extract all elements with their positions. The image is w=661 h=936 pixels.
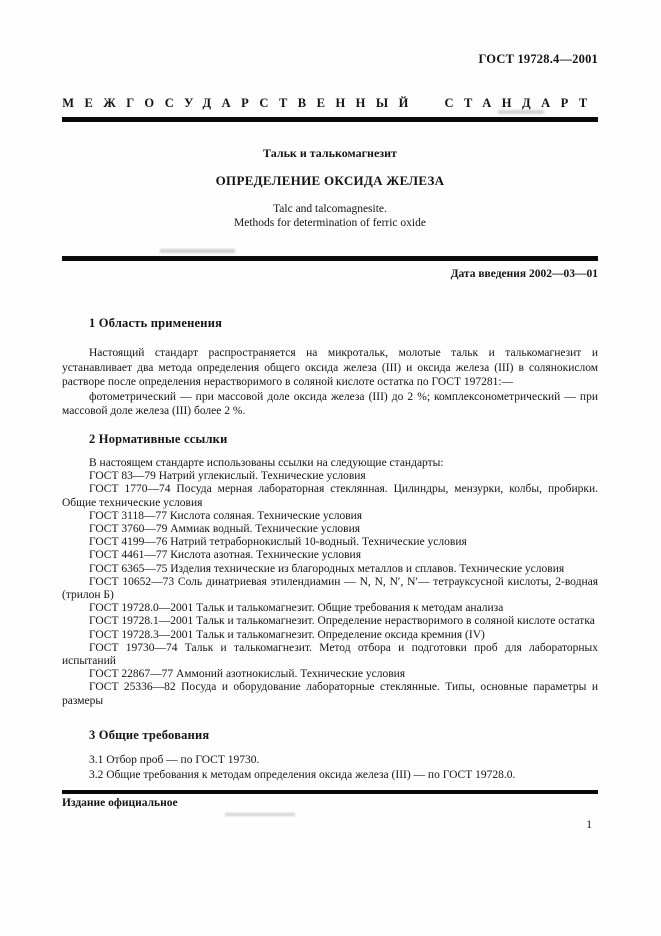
references-intro: В настоящем стандарте использованы ссылки на следующие стандарты: [89,456,444,469]
subject-title-en: Talc and talcomagnesite. [273,203,387,215]
reference-entry: ГОСТ 22867—77 Аммоний азотнокислый. Технические условия [89,668,406,681]
reference-entry: ГОСТ 4461—77 Кислота азотная. Технические условия [89,549,361,562]
page-number: 1 [586,818,592,831]
general-requirement: 3.2 Общие требования к методам определения оксида железа (III) — по ГОСТ 19728.0. [89,769,516,782]
reference-entry: ГОСТ 25336—82 Посуда и оборудование лабораторные стеклянные. Типы, основные параметры и размеры [62,681,598,707]
title-block-rule [62,256,598,261]
top-rule [62,117,598,122]
general-requirement: 3.1 Отбор проб — по ГОСТ 19730. [89,753,260,766]
doc-number: ГОСТ 19728.4—2001 [478,52,598,66]
reference-entry: ГОСТ 6365—75 Изделия технические из благородных металлов и сплавов. Технические условия [89,562,565,575]
main-title-ru: ОПРЕДЕЛЕНИЕ ОКСИДА ЖЕЛЕЗА [215,173,445,188]
scan-artifact [160,249,235,253]
section-1-heading: 1 Область применения [89,316,223,330]
reference-entry: ГОСТ 1770—74 Посуда мерная лабораторная стеклянная. Цилиндры, мензурки, колбы, пробирки. Общие технические условия [62,483,598,509]
section-3-heading: 3 Общие требования [89,727,210,742]
main-title-en: Methods for determination of ferric oxide [234,216,426,229]
reference-entry: ГОСТ 19730—74 Тальк и талькомагнезит. Метод отбора и подготовки проб для лабораторных испытаний [62,641,598,668]
reference-entry: ГОСТ 3760—79 Аммиак водный. Технические условия [89,522,361,535]
scan-artifact [498,110,544,114]
scope-paragraph: фотометрический — при массовой доле оксида железа (III) до 2 %; комплексонометрический — при массовой доле железа (III) более 2 %. [62,390,598,418]
reference-entry: ГОСТ 19728.1—2001 Тальк и талькомагнезит. Определение нерастворимого в соляной кислоте остатка [89,615,595,628]
standard-type-title: МЕЖГОСУДАРСТВЕННЫЙ СТАНДАРТ [62,96,598,110]
reference-entry: ГОСТ 19728.3—2001 Тальк и талькомагнезит. Определение оксида кремния (IV) [89,628,485,641]
reference-entry: ГОСТ 19728.0—2001 Тальк и талькомагнезит. Общие требования к методам анализа [89,602,504,615]
subject-title-ru: Тальк и талькомагнезит [263,146,397,160]
reference-entry: ГОСТ 10652—73 Соль динатриевая этилендиамин — N, N, N′, N′— тетрауксусной кислоты, 2-водная (трилон Б) [62,575,598,601]
scope-paragraph: Настоящий стандарт распространяется на микротальк, молотые тальк и талькомагнезит и устанавливает два метода определения общего оксида железа (III) и оксида железа (III) в солянокислом растворе после определения нерастворимого в соляной кислоте остатка по ГОСТ 197281:— [62,347,598,389]
edition-note: Издание официальное [62,796,178,809]
section-2-heading: 2 Нормативные ссылки [89,431,228,446]
reference-entry: ГОСТ 3118—77 Кислота соляная. Технические условия [89,509,363,522]
reference-entry: ГОСТ 4199—76 Натрий тетраборнокислый 10-водный. Технические условия [89,536,467,549]
reference-entry: ГОСТ 83—79 Натрий углекислый. Технические условия [89,470,366,483]
footer-rule [62,790,598,794]
effective-date: Дата введения 2002—03—01 [450,268,598,280]
scan-artifact [225,813,295,816]
